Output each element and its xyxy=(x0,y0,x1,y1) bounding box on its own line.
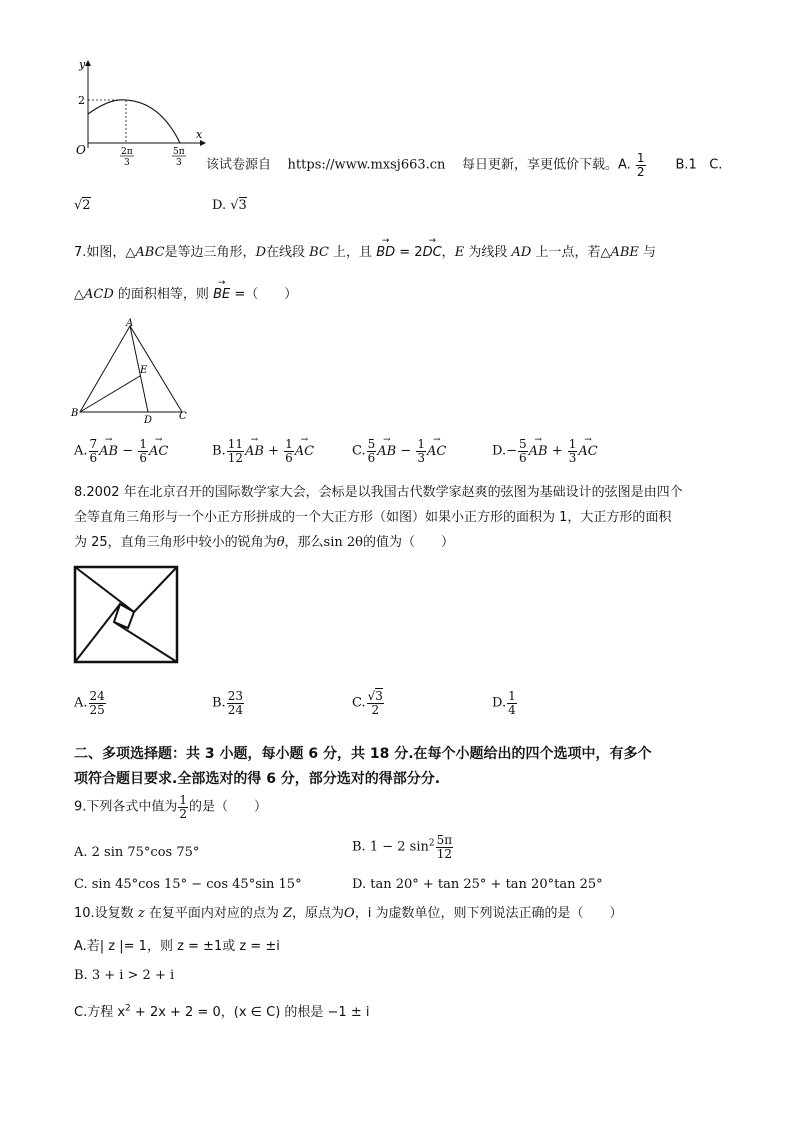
q6-graph xyxy=(70,58,210,168)
point-D: D xyxy=(144,415,153,426)
q8-stem-line3: 为 25，直角三角形中较小的锐角为θ，那么sin 2θ的值为（ ） xyxy=(74,535,454,550)
graph-xtick2-den: 3 xyxy=(176,158,182,168)
graph-xtick1-num: 2π xyxy=(121,147,133,157)
sine-curve xyxy=(88,100,180,143)
q9-option-c: C. sin 45°cos 15° − cos 45°sin 15° xyxy=(74,877,302,892)
vertex-B: B xyxy=(71,408,79,419)
zhao-shuang-hypotenuse-diagram xyxy=(72,564,182,664)
q7-stem-line1: 7.如图，△ABC是等边三角形，D在线段 BC 上，且 → BD = 2→ DC，E 为线段 AD 上一点，若△ABE 与 xyxy=(74,241,656,260)
q6-option-a-fraction: $\frac{1}{2}$ xyxy=(636,151,645,179)
vertex-A: A xyxy=(126,318,134,329)
sqrt-sign-icon: √ xyxy=(230,198,239,213)
section2-heading-line1: 二、多项选择题：共 3 小题，每小题 6 分，共 18 分.在每个小题给出的四个选项中，有多个 xyxy=(74,746,652,762)
q7-option-c: C. $\frac{5}{6}$ → AB − $\frac{1}{3}$ → AC xyxy=(352,438,446,464)
q8-option-b: B. $\frac{23}{24}$ xyxy=(212,689,243,717)
q9-option-b: B. 1 − 2 $\sin^2$ $\frac{5\pi}{12}$ xyxy=(352,833,453,861)
q8-option-d: D. $\frac{1}{4}$ xyxy=(492,689,516,717)
q9-option-d: D. tan 20° + tan 25° + tan 20°tan 25° xyxy=(352,877,603,892)
q7-option-a: A. $\frac{7}{6}$ → AB − $\frac{1}{6}$ → AC xyxy=(74,438,168,464)
q9-stem: 9.下列各式中值为 $\frac{1}{2}$ 的是（ ） xyxy=(74,793,268,821)
q8-stem-line2: 全等直角三角形与一个小正方形拼成的一个大正方形（如图）如果小正方形的面积为 1，大正方形的面积 xyxy=(74,510,672,525)
point-E: E xyxy=(140,365,148,376)
q10-option-b: B. 3 + i > 2 + i xyxy=(74,968,175,983)
q8-stem-line1: 8.2002 年在北京召开的国际数学家大会，会标是以我国古代数学家赵爽的弦图为基础设计的弦图是由四个 xyxy=(74,485,683,500)
q7-option-d: D.− $\frac{5}{6}$ → AB + $\frac{1}{3}$ → AC xyxy=(492,438,598,464)
vertex-C: C xyxy=(179,411,187,422)
q6-option-d: D. √3 xyxy=(212,198,247,213)
graph-ytick: 2 xyxy=(78,94,85,107)
graph-xtick2-num: 5π xyxy=(173,147,185,157)
graph-xtick1-den: 3 xyxy=(124,158,130,168)
q6-option-b: B.1 xyxy=(675,157,697,173)
q7-triangle-figure xyxy=(68,318,198,426)
sqrt-sign-icon: √ xyxy=(367,689,376,703)
q8-option-a: A. $\frac{24}{25}$ xyxy=(74,689,105,717)
q6-option-c-value: √2 xyxy=(74,198,91,213)
graph-y-label: y xyxy=(79,58,86,71)
q6-update-text: 每日更新，享更低价下载。A. xyxy=(461,157,631,173)
q6-option-c-label: C. xyxy=(709,157,723,173)
q10-stem: 10.设复数 z 在复平面内对应的点为 Z，原点为O，i 为虚数单位，则下列说法正确的是（ ） xyxy=(74,906,623,921)
q10-option-a: A.若| z |= 1，则 z = ±1或 z = ±i xyxy=(74,939,280,954)
sqrt-sign-icon: √ xyxy=(74,198,83,213)
q6-options-line xyxy=(206,152,722,178)
q7-stem-line2: △ACD 的面积相等，则 → BE =（ ） xyxy=(74,283,297,302)
q6-url-link[interactable]: https://www.mxsj663.cn xyxy=(287,157,446,173)
q6-source-text: 该试卷源自 xyxy=(206,157,272,173)
q9-option-a: A. 2 sin 75°cos 75° xyxy=(74,845,200,860)
graph-origin: O xyxy=(76,143,86,157)
graph-x-label: x xyxy=(196,128,203,141)
q8-option-c: C. $\frac{√3}{2}$ xyxy=(352,689,383,717)
q7-option-b: B. $\frac{11}{12}$ → AB + $\frac{1}{6}$ → AC xyxy=(212,438,314,464)
section2-heading-line2: 项符合题目要求.全部选对的得 6 分，部分选对的得部分分. xyxy=(74,771,441,787)
q10-option-c: C.方程 $x^2 + 2x + 2 = 0$，(x ∈ C) 的根是 −1 ± i xyxy=(74,1003,370,1020)
